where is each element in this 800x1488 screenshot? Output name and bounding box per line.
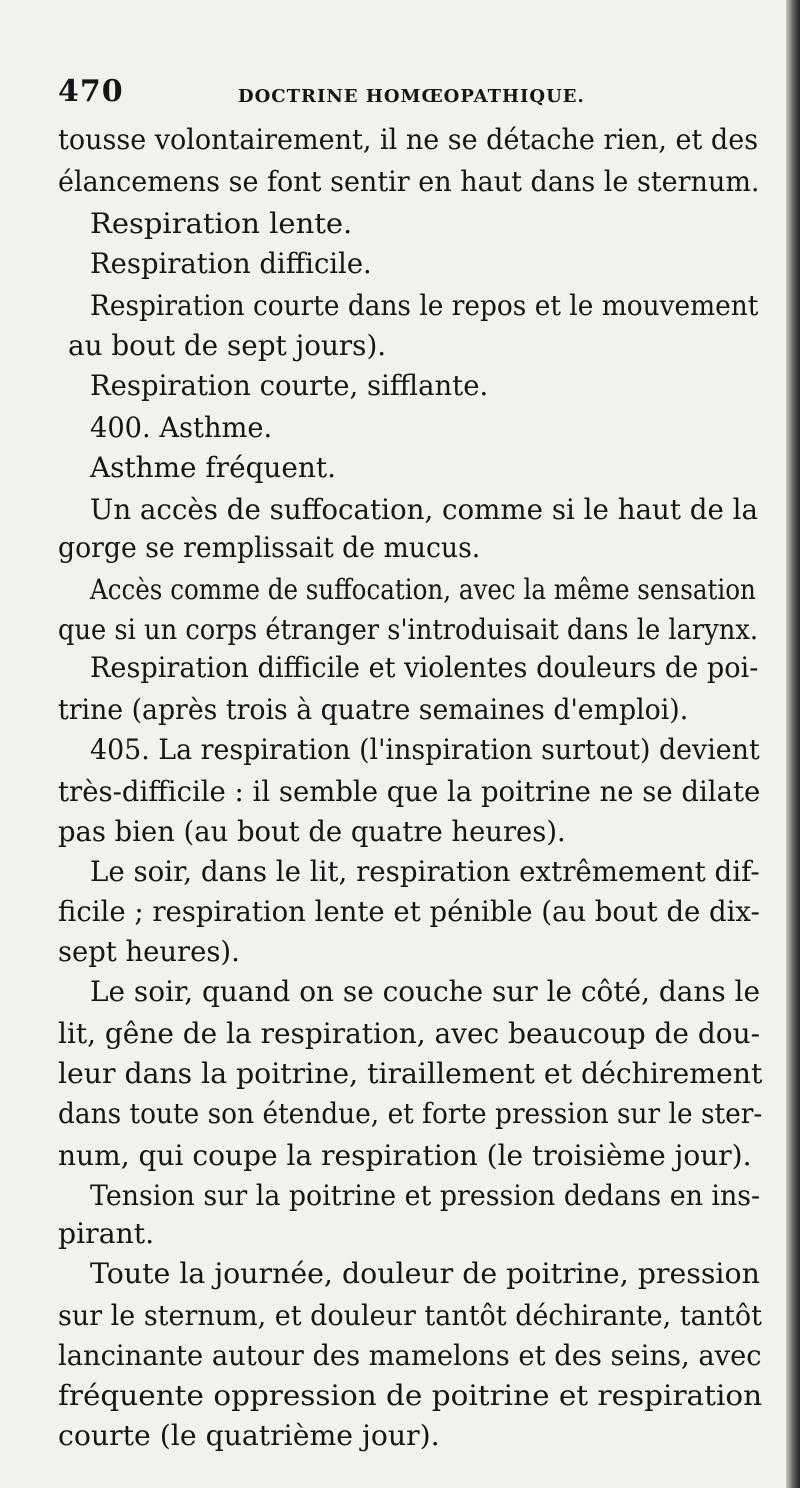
- text-line: Un accès de suffocation, comme si le haut de la: [90, 493, 758, 526]
- text-line: très-difficile : il semble que la poitrine ne se dilate: [58, 775, 761, 808]
- text-line: Tension sur la poitrine et pression dedans en ins-: [90, 1179, 761, 1212]
- text-line: Accès comme de suffocation, avec la même sensation: [90, 573, 756, 606]
- text-line: trine (après trois à quatre semaines d'emploi).: [58, 693, 689, 726]
- text-line: élancemens se font sentir en haut dans le sternum.: [58, 165, 760, 198]
- page-number: 470: [58, 74, 124, 109]
- text-line: courte (le quatrième jour).: [58, 1419, 440, 1452]
- text-line: Asthme fréquent.: [90, 451, 336, 484]
- text-line: leur dans la poitrine, tiraillement et déchirement: [58, 1057, 763, 1090]
- text-line: Respiration lente.: [90, 207, 353, 240]
- text-line: 400. Asthme.: [90, 411, 273, 444]
- text-line: gorge se remplissait de mucus.: [58, 531, 481, 564]
- text-line: Respiration courte, sifflante.: [90, 369, 489, 402]
- text-line: pirant.: [58, 1217, 155, 1250]
- text-line: sept heures).: [58, 935, 240, 968]
- text-line: fréquente oppression de poitrine et respiration: [58, 1379, 763, 1412]
- text-line: lancinante autour des mamelons et des seins, avec: [58, 1339, 762, 1372]
- text-line: 405. La respiration (l'inspiration surtout) devient: [90, 733, 760, 766]
- text-line: Respiration courte dans le repos et le mouvement: [90, 289, 759, 322]
- text-line: au bout de sept jours).: [68, 329, 387, 362]
- text-line: num, qui coupe la respiration (le troisième jour).: [58, 1139, 752, 1172]
- text-line: lit, gêne de la respiration, avec beaucoup de dou-: [58, 1017, 761, 1050]
- text-line: Toute la journée, douleur de poitrine, pression: [90, 1257, 760, 1290]
- running-title: DOCTRINE HOMŒOPATHIQUE.: [238, 86, 585, 107]
- text-line: sur le sternum, et douleur tantôt déchirante, tantôt: [58, 1299, 762, 1332]
- text-line: que si un corps étranger s'introduisait dans le larynx.: [58, 613, 759, 646]
- text-line: ficile ; respiration lente et pénible (au bout de dix-: [58, 895, 760, 928]
- text-line: Le soir, quand on se couche sur le côté, dans le: [90, 975, 760, 1008]
- text-line: Respiration difficile et violentes douleurs de poi-: [90, 651, 759, 684]
- text-line: Le soir, dans le lit, respiration extrêmement dif-: [90, 855, 760, 888]
- text-line: pas bien (au bout de quatre heures).: [58, 815, 566, 848]
- text-line: tousse volontairement, il ne se détache rien, et des: [58, 123, 759, 156]
- text-line: dans toute son étendue, et forte pression sur le ster-: [58, 1097, 763, 1130]
- text-line: Respiration difficile.: [90, 247, 372, 280]
